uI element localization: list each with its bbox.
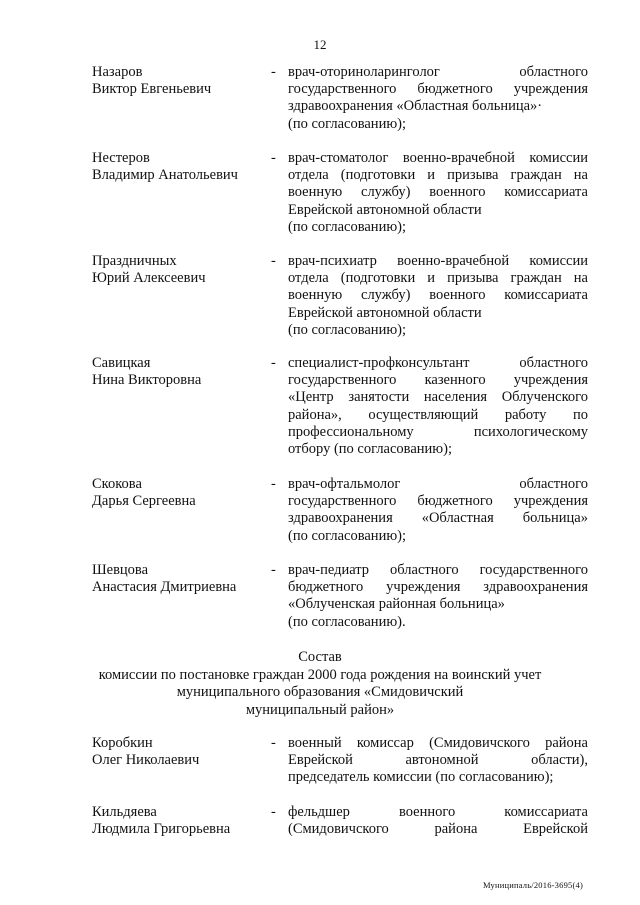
member-name [92, 64, 267, 98]
member-role [288, 64, 588, 133]
role-line: (по согласованию); [288, 115, 407, 132]
member-name [92, 253, 267, 287]
member-given-name: Дарья Сергеевна [92, 493, 196, 510]
role-line: (по согласованию); [288, 218, 407, 235]
role-line: врач-педиатр областного государственного [288, 562, 588, 578]
section-heading [0, 649, 640, 719]
role-line: «Облученская районная больница» [288, 596, 505, 613]
dash-separator: - [271, 64, 276, 80]
role-line: врач-оториноларинголог областного [288, 64, 588, 80]
role-line: врач-психиатр военно-врачебной комиссии [288, 253, 588, 269]
member-given-name: Людмила Григорьевна [92, 821, 231, 838]
section-title: Состав [298, 649, 342, 665]
dash-separator: - [271, 355, 276, 371]
role-line: государственного бюджетного учреждения [288, 81, 588, 98]
member-role [288, 562, 588, 631]
role-line: специалист-профконсультант областного [288, 355, 588, 371]
member-given-name: Владимир Анатольевич [92, 167, 238, 184]
dash-separator: - [271, 804, 276, 820]
role-line: отдела (подготовки и призыва граждан на [288, 167, 588, 184]
member-name [92, 804, 267, 838]
member-name [92, 150, 267, 184]
footer-document-code: Муниципаль/2016-3695(4) [482, 880, 583, 890]
role-line: государственного бюджетного учреждения [288, 493, 588, 510]
member-name [92, 355, 267, 389]
role-line: председатель комиссии (по согласованию); [288, 769, 554, 786]
role-line: военный комиссар (Смидовичского района [288, 735, 588, 751]
member-surname: Праздничных [92, 253, 177, 269]
member-given-name: Олег Николаевич [92, 752, 200, 769]
dash-separator: - [271, 253, 276, 269]
role-line: (по согласованию). [288, 613, 406, 630]
role-line: здравоохранения «Областная больница»· [288, 98, 543, 115]
member-role [288, 735, 588, 787]
member-name [92, 735, 267, 769]
role-line: отбору (по согласованию); [288, 441, 452, 458]
role-line: врач-стоматолог военно-врачебной комиссии [288, 150, 588, 166]
member-surname: Савицкая [92, 355, 151, 371]
dash-separator: - [271, 476, 276, 492]
member-given-name: Анастасия Дмитриевна [92, 579, 237, 596]
role-line: Еврейской автономной области [288, 304, 482, 321]
role-line: здравоохранения «Областная больница» [288, 510, 588, 527]
member-role [288, 804, 588, 838]
member-name [92, 562, 267, 596]
role-line: военную службу) военного комиссариата [288, 287, 588, 304]
section-subtitle-line: муниципальный район» [245, 701, 395, 718]
section-subtitle-line: комиссии по постановке граждан 2000 года рождения на воинский учет [98, 666, 542, 683]
member-given-name: Виктор Евгеньевич [92, 81, 212, 98]
dash-separator: - [271, 150, 276, 166]
dash-separator: - [271, 735, 276, 751]
role-line: «Центр занятости населения Облученского [288, 389, 588, 406]
role-line: военную службу) военного комиссариата [288, 184, 588, 201]
member-name [92, 476, 267, 510]
role-line: бюджетного учреждения здравоохранения [288, 579, 588, 596]
member-given-name: Юрий Алексеевич [92, 270, 206, 287]
member-surname: Кильдяева [92, 804, 157, 820]
role-line: Еврейской автономной области [288, 201, 482, 218]
role-line: врач-офтальмолог областного [288, 476, 588, 492]
member-role [288, 355, 588, 458]
role-line: отдела (подготовки и призыва граждан на [288, 270, 588, 287]
role-line: фельдшер военного комиссариата [288, 804, 588, 820]
dash-separator: - [271, 562, 276, 578]
member-role [288, 150, 588, 236]
member-surname: Нестеров [92, 150, 150, 166]
role-line: района», осуществляющий работу по [288, 406, 588, 423]
member-surname: Шевцова [92, 562, 149, 578]
section-subtitle-line: муниципального образования «Смидовичский [176, 684, 464, 700]
role-line: государственного казенного учреждения [288, 372, 588, 389]
member-surname: Назаров [92, 64, 143, 80]
member-surname: Скокова [92, 476, 142, 492]
role-line: (Смидовичского района Еврейской [288, 821, 588, 838]
member-role [288, 253, 588, 339]
role-line: профессиональному психологическому [288, 423, 588, 440]
role-line: (по согласованию); [288, 321, 407, 338]
member-given-name: Нина Викторовна [92, 372, 202, 389]
page-number: 12 [313, 37, 327, 52]
role-line: (по согласованию); [288, 527, 407, 544]
member-surname: Коробкин [92, 735, 153, 751]
role-line: Еврейской автономной области), [288, 752, 588, 769]
member-role [288, 476, 588, 545]
